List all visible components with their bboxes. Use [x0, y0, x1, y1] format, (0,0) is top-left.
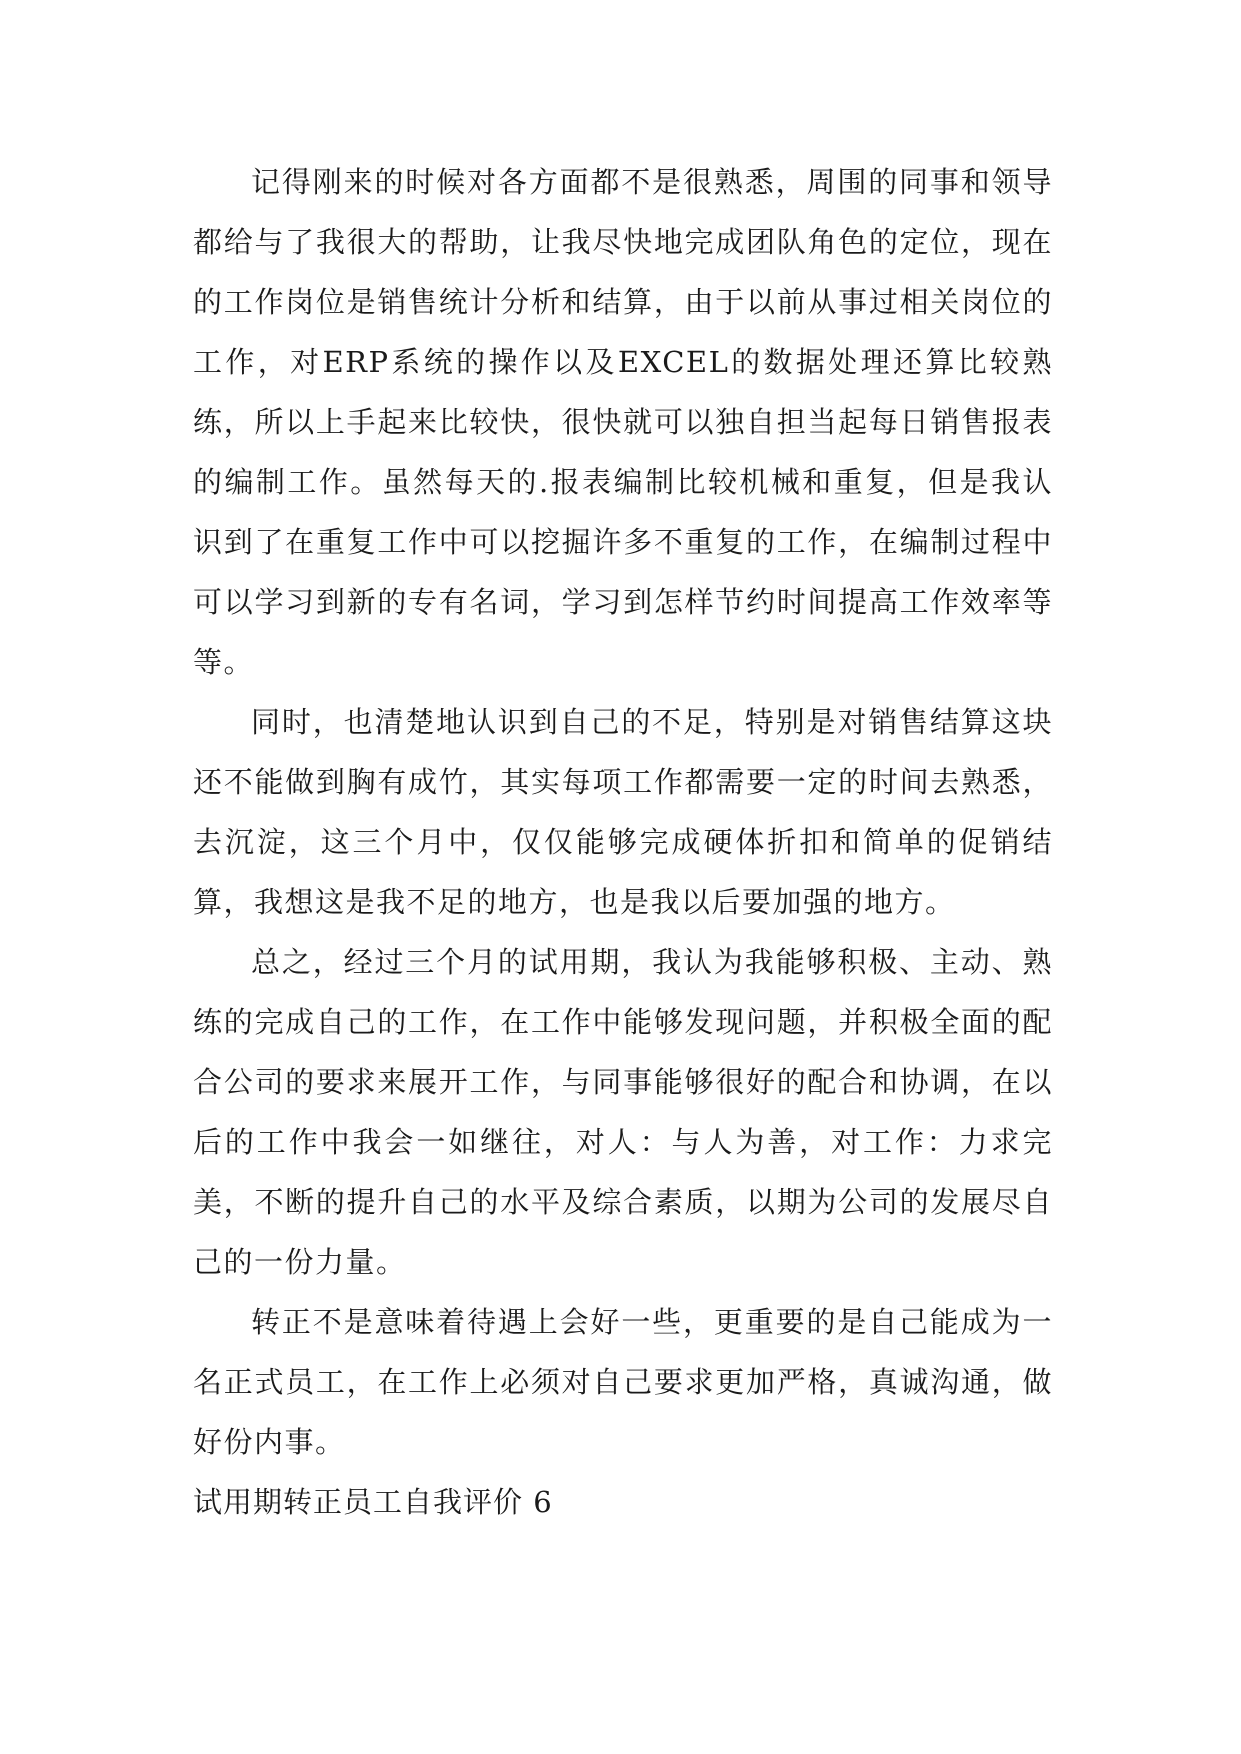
paragraph-2: 同时，也清楚地认识到自己的不足，特别是对销售结算这块还不能做到胸有成竹，其实每项工作都需要一定的时间去熟悉，去沉淀，这三个月中，仅仅能够完成硬体折扣和简单的促销结算，我想这是我不足的地方，也是我以后要加强的地方。 — [193, 705, 1053, 919]
paragraph-3: 总之，经过三个月的试用期，我认为我能够积极、主动、熟练的完成自己的工作，在工作中能够发现问题，并积极全面的配合公司的要求来展开工作，与同事能够很好的配合和协调，在以后的工作中我会一如继往，对人：与人为善，对工作：力求完美，不断的提升自己的水平及综合素质，以期为公司的发展尽自己的一份力量。 — [193, 945, 1053, 1279]
section-heading: 试用期转正员工自我评价 6 — [193, 1485, 553, 1519]
paragraph-4: 转正不是意味着待遇上会好一些，更重要的是自己能成为一名正式员工，在工作上必须对自己要求更加严格，真诚沟通，做好份内事。 — [193, 1305, 1053, 1459]
document-body — [193, 152, 1053, 1532]
paragraph-1: 记得刚来的时候对各方面都不是很熟悉，周围的同事和领导都给与了我很大的帮助，让我尽快地完成团队角色的定位，现在的工作岗位是销售统计分析和结算，由于以前从事过相关岗位的工作，对ERP系统的操作以及EXCEL的数据处理还算比较熟练，所以上手起来比较快，很快就可以独自担当起每日销售报表的编制工作。虽然每天的.报表编制比较机械和重复，但是我认识到了在重复工作中可以挖掘许多不重复的工作，在编制过程中可以学习到新的专有名词，学习到怎样节约时间提高工作效率等等。 — [193, 165, 1053, 679]
